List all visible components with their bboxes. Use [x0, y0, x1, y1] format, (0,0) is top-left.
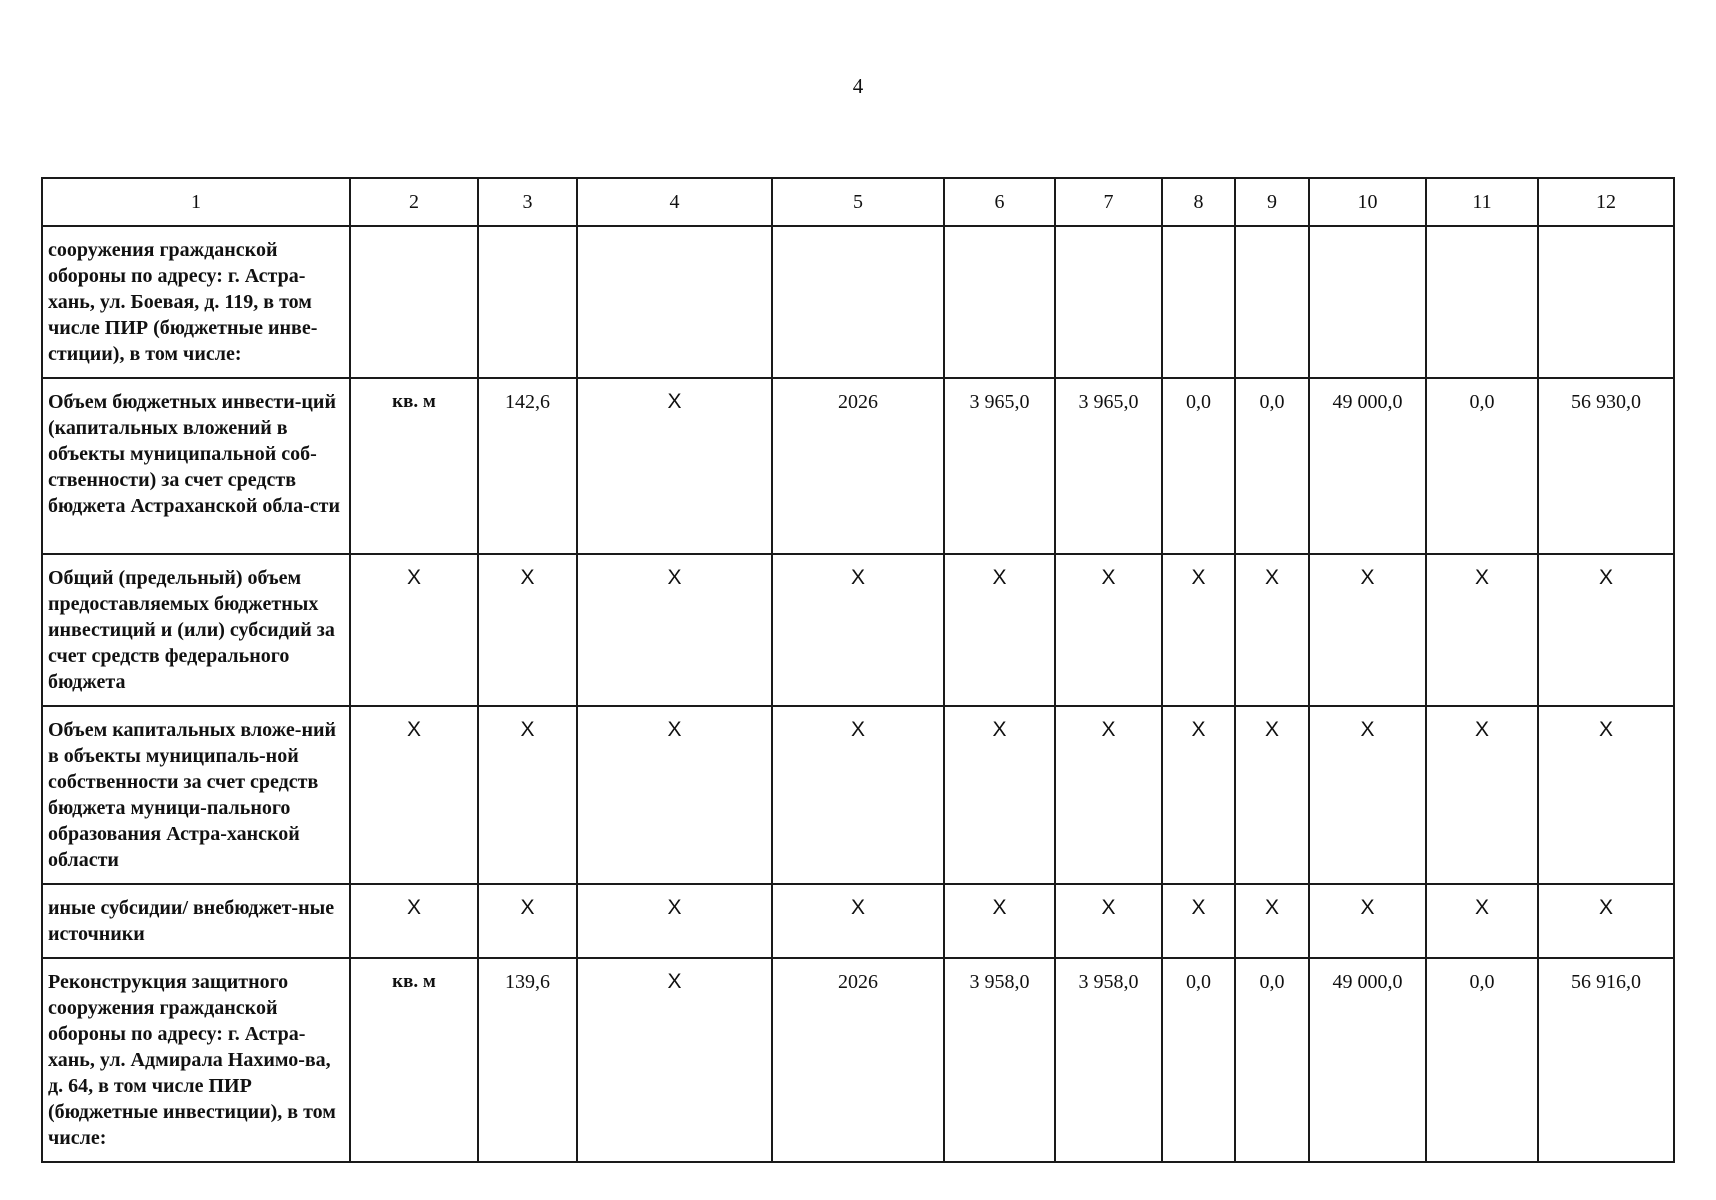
table-cell: 56 916,0 — [1538, 958, 1674, 1162]
column-header: 3 — [478, 178, 577, 226]
table-cell — [1309, 226, 1426, 378]
row-description: иные субсидии/ внебюджет-ные источники — [42, 884, 350, 958]
table-cell: X — [1538, 706, 1674, 884]
table-cell: 3 965,0 — [944, 378, 1055, 554]
table-cell: 0,0 — [1235, 378, 1309, 554]
table-cell: X — [577, 958, 772, 1162]
table-cell: X — [772, 554, 944, 706]
table-cell: X — [944, 554, 1055, 706]
table-cell: X — [1235, 884, 1309, 958]
table-cell: X — [1055, 706, 1162, 884]
table-cell: X — [1426, 554, 1538, 706]
table-cell — [1162, 226, 1235, 378]
table-cell: X — [772, 706, 944, 884]
table-cell — [577, 226, 772, 378]
table-cell: 0,0 — [1162, 958, 1235, 1162]
table-cell: X — [577, 884, 772, 958]
column-header: 6 — [944, 178, 1055, 226]
table-cell: X — [1162, 884, 1235, 958]
table-cell: X — [1162, 706, 1235, 884]
table-cell: X — [1309, 884, 1426, 958]
row-description: Объем бюджетных инвести-ций (капитальных вложений в объекты муниципальной соб-ственности) за счет средств бюджета Астраханской обла-сти — [42, 378, 350, 554]
table-row — [42, 378, 1674, 554]
table-cell: X — [478, 706, 577, 884]
table-cell: X — [1538, 884, 1674, 958]
table-cell: X — [1426, 884, 1538, 958]
table-cell: X — [1235, 554, 1309, 706]
table-cell: 3 958,0 — [944, 958, 1055, 1162]
table-cell: X — [944, 706, 1055, 884]
table-cell: 2026 — [772, 378, 944, 554]
table-cell: 142,6 — [478, 378, 577, 554]
column-header: 12 — [1538, 178, 1674, 226]
table-cell: X — [350, 884, 478, 958]
table-cell: X — [478, 554, 577, 706]
table-cell: X — [1426, 706, 1538, 884]
table-cell: X — [1538, 554, 1674, 706]
table-cell: X — [577, 706, 772, 884]
table-cell: 49 000,0 — [1309, 378, 1426, 554]
table-cell: 3 965,0 — [1055, 378, 1162, 554]
row-description: Объем капитальных вложе-ний в объекты муниципаль-ной собственности за счет средств бюджета муници-пального образования Астра-ханской области — [42, 706, 350, 884]
table-cell: X — [1162, 554, 1235, 706]
table-cell — [772, 226, 944, 378]
table-cell: X — [1235, 706, 1309, 884]
table-row — [42, 958, 1674, 1162]
column-header: 11 — [1426, 178, 1538, 226]
table-cell: X — [1309, 706, 1426, 884]
column-header: 4 — [577, 178, 772, 226]
table-cell: 0,0 — [1426, 378, 1538, 554]
page-number: 4 — [852, 74, 864, 98]
column-header: 8 — [1162, 178, 1235, 226]
table-cell: 139,6 — [478, 958, 577, 1162]
table-cell: X — [944, 884, 1055, 958]
column-header: 5 — [772, 178, 944, 226]
table-cell: X — [1309, 554, 1426, 706]
table-cell: 56 930,0 — [1538, 378, 1674, 554]
table-cell: X — [577, 554, 772, 706]
table-cell: X — [350, 554, 478, 706]
column-header: 2 — [350, 178, 478, 226]
table-cell — [1235, 226, 1309, 378]
column-header: 1 — [42, 178, 350, 226]
table-row — [42, 884, 1674, 958]
table-cell: 49 000,0 — [1309, 958, 1426, 1162]
table-cell — [1538, 226, 1674, 378]
column-header-row — [42, 178, 1674, 226]
table-cell: X — [577, 378, 772, 554]
table-row — [42, 554, 1674, 706]
table-cell: 3 958,0 — [1055, 958, 1162, 1162]
table-cell — [478, 226, 577, 378]
table-cell: 0,0 — [1235, 958, 1309, 1162]
unit-cell: кв. м — [350, 958, 478, 1162]
table-cell: X — [772, 884, 944, 958]
table-cell: 0,0 — [1162, 378, 1235, 554]
table-cell: 2026 — [772, 958, 944, 1162]
table-cell — [1426, 226, 1538, 378]
row-description: Реконструкция защитного сооружения гражданской обороны по адресу: г. Астра-хань, ул. Адмирала Нахимо-ва, д. 64, в том числе ПИР (бюджетные инвестиции), в том числе: — [42, 958, 350, 1162]
unit-cell: кв. м — [350, 378, 478, 554]
column-header: 7 — [1055, 178, 1162, 226]
table-cell: X — [350, 706, 478, 884]
table-cell: X — [478, 884, 577, 958]
table-cell: 0,0 — [1426, 958, 1538, 1162]
table-cell: X — [1055, 884, 1162, 958]
table-cell — [944, 226, 1055, 378]
table-cell — [1055, 226, 1162, 378]
table-row — [42, 706, 1674, 884]
table-row — [42, 226, 1674, 378]
table-cell: X — [1055, 554, 1162, 706]
row-description: сооружения гражданской обороны по адресу: г. Астра-хань, ул. Боевая, д. 119, в том числе ПИР (бюджетные инве-стиции), в том числе: — [42, 226, 350, 378]
table-cell — [350, 226, 478, 378]
row-description: Общий (предельный) объем предоставляемых бюджетных инвестиций и (или) субсидий за счет средств федерального бюджета — [42, 554, 350, 706]
column-header: 10 — [1309, 178, 1426, 226]
budget-table — [41, 177, 1675, 1163]
column-header: 9 — [1235, 178, 1309, 226]
